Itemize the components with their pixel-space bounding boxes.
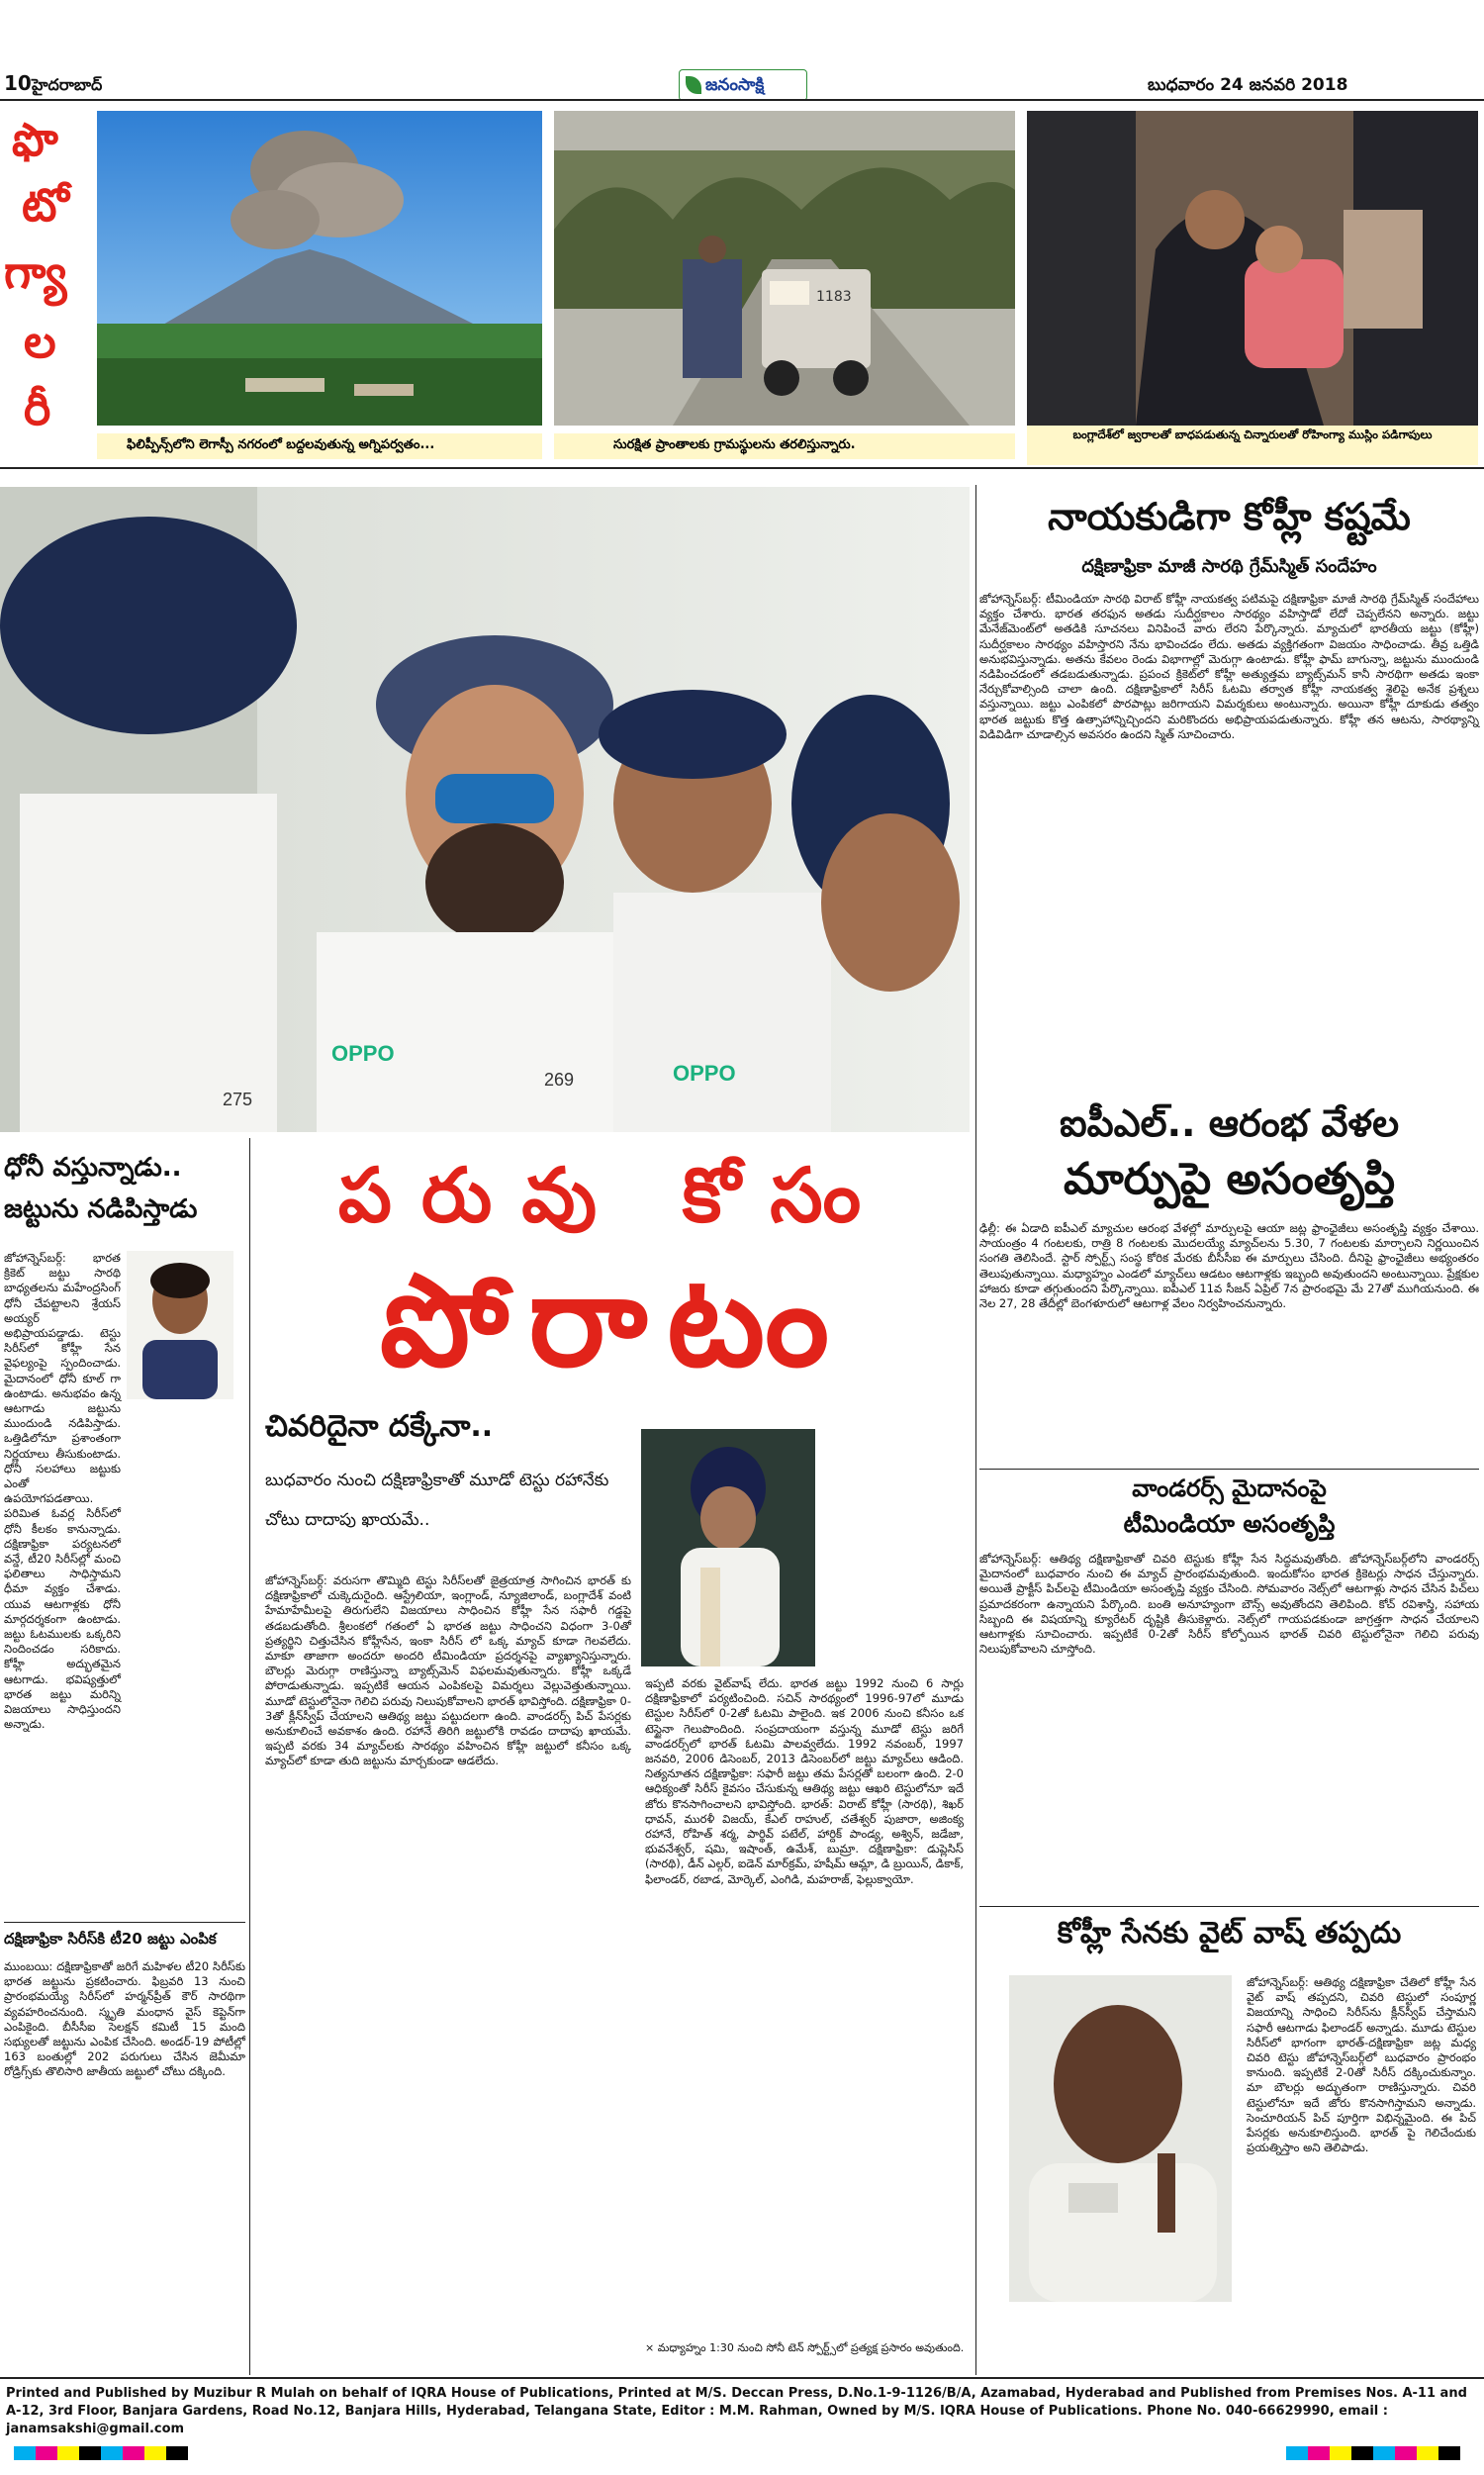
photo-gallery <box>0 103 1484 463</box>
philander-photo <box>1009 1975 1232 2302</box>
masthead-logo: జనంసాక్షి <box>679 69 807 101</box>
wanderers-headline-2: టీమిండియా అసంతృప్తి <box>1123 1510 1336 1538</box>
masthead <box>0 0 1484 99</box>
refugee-photo <box>1027 111 1478 426</box>
kohli-subhead: దక్షిణాఫ్రికా మాజీ సారథి గ్రేమ్‌స్మిత్ సందేహం <box>1081 556 1377 577</box>
whitewash-story <box>979 1906 1479 2371</box>
oppo-logo: OPPO <box>331 1041 395 1066</box>
kohli-headline: నాయకుడిగా కోహ్లీ కష్టమే <box>1048 495 1411 538</box>
leaf-icon <box>686 76 701 94</box>
dhoni-story <box>0 1148 247 1910</box>
gallery-caption-3: బంగ్లాదేశ్‌లో జ్వరాలతో బాధపడుతున్న చిన్నారులతో రోహింగ్యా ముస్లిం పడిగాపులు <box>1027 426 1478 465</box>
jersey-number-269: 269 <box>544 1070 575 1090</box>
evacuation-photo <box>554 111 1015 426</box>
ipl-headline-1: ఐపీఎల్.. ఆరంభ వేళల <box>1059 1101 1400 1145</box>
sign-1183: 1183 <box>816 289 852 305</box>
ipl-body: ఢిల్లీ: ఈ ఏడాది ఐపీఎల్ మ్యాచుల ఆరంభ వేళల్లో మార్పులపై ఆయా జట్ల ఫ్రాంఛైజీలు అసంతృప్తి వ్యక్తం చేశాయి. సాయంత్రం 4 గంటలకు, రాత్రి 8 గంటలకు మొదలయ్యే మ్యాచ్‌లను 5.30, 7 గంటలకు మార్చాలని నిర్ణయించిన సంగతి తెలిసిందే. స్టార్ స్పోర్ట్స్ సంస్థ కోరిక మేరకు బీసీసీఐ ఈ మార్పులు చేసింది. దీనిపై ఫ్రాంఛైజీలు అభ్యంతరం తెలుపుతున్నాయి. మధ్యాహ్నం ఎండలో మ్యాచ్‌లు ఆడటం ఆటగాళ్లకు ఇబ్బంది అవుతుందని అంటున్నాయి. ప్రేక్షకుల హాజరు కూడా తగ్గుతుందని పేర్కొన్నాయి. ఐపీఎల్ 11వ సీజన్ ఏప్రిల్ 7న ప్రారంభమై మే 27తో ముగియనుంది. ఈ నెల 27, 28 తేదీల్లో బెంగళూరులో ఆటగాళ్ల వేలం నిర్వహించనున్నారు. <box>979 1221 1479 1311</box>
dhoni-headline-2: జట్టును నడిపిస్తాడు <box>4 1194 198 1224</box>
dhoni-headline-1: ధోనీ వస్తున్నాడు.. <box>4 1153 182 1183</box>
kohli-story <box>979 485 1479 1079</box>
ipl-story <box>979 1098 1479 1465</box>
gallery-caption-2: సురక్షిత ప్రాంతాలకు గ్రామస్థులను తరలిస్తున్నారు. <box>554 433 1015 459</box>
rahane-photo <box>641 1429 815 1666</box>
dhoni-body: జోహాన్నెస్‌బర్గ్‌: భారత క్రికెట్ జట్టు సారథి బాధ్యతలను మహేంద్రసింగ్ ధోనీ చేపట్టాలని శ్రేయస్ అయ్యర్ అభిప్రాయపడ్డాడు. టెస్టు సిరీస్‌లో కోహ్లీ సేన వైఫల్యంపై స్పందించాడు. మైదానంలో ధోనీ కూల్ గా ఉంటాడు. అనుభవం ఉన్న ఆటగాడు జట్టును ముందుండి నడిపిస్తాడు. ఒత్తిడిలోనూ ప్రశాంతంగా నిర్ణయాలు తీసుకుంటాడు. ధోనీ సలహాలు జట్టుకు ఎంతో ఉపయోగపడతాయి. పరిమిత ఓవర్ల సిరీస్‌లో ధోనీ కీలకం కానున్నాడు. దక్షిణాఫ్రికా పర్యటనలో వన్డే, టీ20 సిరీస్‌ల్లో మంచి ఫలితాలు సాధిస్తామని ధీమా వ్యక్తం చేశాడు. యువ ఆటగాళ్లకు ధోనీ మార్గదర్శకంగా ఉంటాడు. జట్టు ఓటములకు ఒక్కరిని నిందించడం సరికాదు. కోహ్లీ అద్భుతమైన ఆటగాడు. భవిష్యత్తులో భారత జట్టు మరిన్ని విజయాలు సాధిస్తుందని అన్నాడు. <box>4 1251 121 1732</box>
womens-headline: దక్షిణాఫ్రికా సిరీస్‌కి టీ20 జట్టు ఎంపిక <box>4 1930 217 1948</box>
masthead-date: బుధవారం 24 జనవరి 2018 <box>1148 75 1348 95</box>
main-kicker: చివరిదైనా దక్కేనా.. <box>265 1409 494 1444</box>
gallery-vertical-label: ఫొ టో గ్యా ల రీ <box>4 113 69 435</box>
womens-body: ముంబయి: దక్షిణాఫ్రికాతో జరిగే మహిళల టీ20 సిరీస్‌కు భారత జట్టును ప్రకటించారు. ఫిబ్రవరి 13 నుంచి ప్రారంభమయ్యే సిరీస్‌లో హర్మన్‌ప్రీత్ కౌర్ సారథిగా వ్యవహరించనుంది. స్మృతి మంధాన వైస్ కెప్టెన్‌గా ఎంపికైంది. బీసీసీఐ సెలక్షన్ కమిటీ 15 మంది సభ్యులతో జట్టును ఎంపిక చేసింది. అండర్-19 పోటీల్లో 163 బంతుల్లో 202 పరుగులు చేసిన జెమీమా రోడ్రిగ్స్‌కు తొలిసారి జాతీయ జట్టులో చోటు దక్కింది. <box>4 1959 245 2079</box>
jersey-number-275: 275 <box>223 1090 253 1109</box>
dhoni-body-cont <box>4 1403 241 1898</box>
main-deck: బుధవారం నుంచి దక్షిణాఫ్రికాతో మూడో టెస్టు రహానేకు చోటు దాదాపు ఖాయమే.. <box>265 1471 609 1530</box>
city-label: హైదరాబాద్ <box>32 75 103 94</box>
whitewash-body: జోహాన్నెస్‌బర్గ్‌: ఆతిథ్య దక్షిణాఫ్రికా చేతిలో కోహ్లీ సేన వైట్ వాష్ తప్పదని, చివరి టెస్టులో సంపూర్ణ విజయాన్ని సాధించి సిరీస్‌ను క్లీన్‌స్వీప్ చేస్తామని సఫారీ ఆటగాడు ఫిలాండర్ అన్నాడు. మూడు టెస్టుల సిరీస్‌లో భాగంగా భారత్-దక్షిణాఫ్రికా జట్ల మధ్య చివరి టెస్టు జోహాన్నెస్‌బర్గ్‌లో బుధవారం ప్రారంభం కానుంది. ఇప్పటికే 2-0తో సిరీస్ దక్కించుకున్నాం. మా బౌలర్లు అద్భుతంగా రాణిస్తున్నారు. చివరి టెస్టులోనూ ఇదే జోరు కొనసాగిస్తామని అన్నాడు. సెంచూరియన్ పిచ్ పూర్తిగా విభిన్నమైంది. ఈ పిచ్ పేసర్లకు అనుకూలిస్తుంది. భారత్ పై గెలిచేందుకు ప్రయత్నిస్తాం అని తెలిపాడు. <box>1247 1975 1476 2155</box>
shreyas-photo <box>127 1251 233 1399</box>
wanderers-story <box>979 1469 1479 1904</box>
footer <box>0 2377 1484 2475</box>
oppo-logo-2: OPPO <box>673 1061 736 1086</box>
print-registration-marks <box>0 2448 1484 2468</box>
main-body-right: ఇప్పటి వరకు వైట్‌వాష్ లేదు. భారత జట్టు 1992 నుంచి 6 సార్లు దక్షిణాఫ్రికాలో పర్యటించింది. సచిన్ సారథ్యంలో 1996-97లో మూడు టెస్టుల సిరీస్‌లో 0-2తో ఓటమి పాలైంది. ఇక 2006 నుంచి కనీసం ఒక టెస్టైనా గెలుపొందింది. సంప్రదాయంగా వస్తున్న మూడో టెస్టు జరిగే వాండరర్స్‌లో భారత్ ఓటమి పాలవ్వలేదు. 1992 నవంబర్, 1997 జనవరి, 2006 డిసెంబర్, 2013 డిసెంబర్‌లో జట్టు మ్యాచ్‌లు ఆడింది. నిత్యనూతన దక్షిణాఫ్రికా: సఫారీ జట్టు తమ పేసర్లతో బలంగా ఉంది. 2-0 ఆధిక్యంతో సిరీస్ కైవసం చేసుకున్న ఆతిథ్య జట్టు ఆఖరి టెస్టులోనూ ఇదే జోరు కొనసాగించాలని భావిస్తోంది. భారత్: విరాట్ కోహ్లీ (సారథి), శిఖర్ ధావన్, మురళీ విజయ్, కేఎల్ రాహుల్, చతేశ్వర్ పుజారా, అజింక్య రహానే, రోహిత్ శర్మ, పార్థివ్ పటేల్, హార్దిక్ పాండ్య, అశ్విన్, జడేజా, భువనేశ్వర్, షమి, ఇషాంత్, ఉమేశ్, బుమ్రా. దక్షిణాఫ్రికా: డుప్లెసిస్ (సారథి), డీన్ ఎల్గర్, ఐడెన్ మార్‌క్రమ్, హషీమ్ ఆమ్లా, డి బ్రుయిన్, డికాక్, ఫిలాండర్, రబాడ, మోర్కెల్, ఎంగిడి, మహరాజ్, ఫెల్లుక్వాయో. <box>645 1676 965 1886</box>
main-body-left: జోహాన్నెస్‌బర్గ్‌: వరుసగా తొమ్మిది టెస్టు సిరీస్‌లతో జైత్రయాత్ర సాగించిన భారత్ కు దక్షిణాఫ్రికాలో చుక్కెదురైంది. ఆస్ట్రేలియా, ఇంగ్లాండ్, న్యూజిలాండ్, బంగ్లాదేశ్ వంటి హేమాహేమీలపై తిరుగులేని విజయాలు సాధించిన కోహ్లీ సేన సఫారీ గడ్డపై తడబడుతోంది. శ్రీలంకలో గతంలో ఏ భారత జట్టు సాధించని విధంగా 3-0తో ప్రత్యర్థిని చిత్తుచేసిన కోహ్లీసేన, ఇంకా సిరీస్ లో ఒక్క మ్యాచ్ కూడా గెలవలేదు. మాకూ తాజాగా అందరూ అందరి టీమిండియా ప్రదర్శనపై వ్యాఖ్యానిస్తున్నారు. బౌలర్లు మెరుగ్గా రాణిస్తున్నా బ్యాట్స్‌మెన్ విఫలమవుతున్నారు. కోహ్లీ ఒక్కడే పోరాడుతున్నాడు. ఇప్పటికే ఆయన ఎంపికలపై విమర్శలు వెల్లువెత్తుతున్నాయి. మూడో టెస్టులోనైనా గెలిచి పరువు నిలుపుకోవాలని భారత్ భావిస్తోంది. దక్షిణాఫ్రికా 0-3తో క్లీన్‌స్వీప్ చేయాలని ఆతిథ్య జట్టు పట్టుదలగా ఉంది. వాండరర్స్ పిచ్ పేసర్లకు అనుకూలించే అవకాశం ఉంది. రహానే తిరిగి జట్టులోకి రావడం దాదాపు ఖాయమే. ఇప్పటి వరకు 34 మ్యాచ్‌లకు సారథ్యం వహించిన కోహ్లీ జట్టులో కనీసం ఒక్క మ్యాచ్‌లో కూడా తుది జట్టును మార్చకుండా ఆడలేదు. <box>265 1573 631 1768</box>
main-headline-line2: పోరాటం <box>380 1248 849 1395</box>
main-story <box>255 1148 974 2375</box>
footer-imprint: Printed and Published by Muzibur R Mulah on behalf of IQRA House of Publications, Printed at M/S. Deccan Press, D.No.1-9-1126/B/A, Azamabad, Hyderabad and Published from Premises Nos. A-11 and A-12, 3rd Floor, Banjara Gardens, Road No.12, Banjara Hills, Hyderabad, Telangana State, Editor : M.M. Rahman, Owned by M/S. IQRA House of Publications. Phone No. 040-66629990, email : janamsakshi@gmail.com <box>6 2386 1467 2436</box>
hero-photo-team-india <box>0 487 970 1132</box>
gallery-caption-1: ఫిలిప్పీన్స్‌లోని లెగాస్పీ నగరంలో బద్దలవుతున్న అగ్నిపర్వతం... <box>97 433 542 459</box>
volcano-photo <box>97 111 542 426</box>
ipl-headline-2: మార్పుపై అసంతృప్తి <box>1063 1154 1396 1204</box>
whitewash-headline: కోహ్లీ సేనకు వైట్ వాష్ తప్పదు <box>1057 1916 1402 1951</box>
wanderers-body: జోహాన్నెస్‌బర్గ్‌: ఆతిథ్య దక్షిణాఫ్రికాతో చివరి టెస్టుకు కోహ్లీ సేన సిద్ధమవుతోంది. జోహాన్నెస్‌బర్గ్‌లోని వాండరర్స్ మైదానంలో బుధవారం నుంచి ఈ మ్యాచ్ ప్రారంభమవుతుంది. ఇందుకోసం భారత క్రికెటర్లు సాధన చేస్తున్నారు. అయితే ప్రాక్టీస్ పిచ్‌లపై టీమిండియా అసంతృప్తి వ్యక్తం చేసింది. సోమవారం నెట్స్‌లో ఆటగాళ్లు సాధన చేసిన పిచ్‌లు ప్రమాదకరంగా ఉన్నాయని పేర్కొంది. బంతి అనూహ్యంగా బౌన్స్ అవుతోందని తెలిపింది. కోచ్ రవిశాస్త్రి, సహాయ సిబ్బంది ఈ విషయాన్ని క్యూరేటర్ దృష్టికి తీసుకెళ్లారు. నెట్స్‌లో గాయపడకుండా జాగ్రత్తగా సాధన చేయాలని ఆటగాళ్లకు సూచించారు. ఇప్పటికే 0-2తో సిరీస్ కోల్పోయిన భారత్ చివరి టెస్టులోనైనా గెలిచి పరువు నిలుపుకోవాలని చూస్తోంది. <box>979 1552 1479 1657</box>
tv-note: × మధ్యాహ్నం 1:30 నుంచి సోనీ టెన్ స్పోర్ట్స్‌లో ప్రత్యక్ష ప్రసారం అవుతుంది. <box>645 2341 965 2354</box>
page-number: 10 <box>4 71 32 95</box>
main-headline-line1: పరువు కోసం <box>337 1151 891 1239</box>
kohli-body: జోహాన్నెస్‌బర్గ్‌: టీమిండియా సారథి విరాట్ కోహ్లీ నాయకత్వ పటిమపై దక్షిణాఫ్రికా మాజీ సారథి గ్రేమ్‌స్మిత్ సందేహాలు వ్యక్తం చేశారు. భారత తరఫున అతడు సుదీర్ఘకాలం సారథ్యం వహిస్తాడో లేదో చెప్పలేనని అన్నారు. జట్టు మేనేజ్‌మెంట్‌లో అతడికి సూచనలు వినిపించే వారు లేరని పేర్కొన్నారు. మ్యాచులో భారతీయ జట్టు (కోహ్లీ) సుదీర్ఘకాలం సారథ్యం వహిస్తారని నేను భావించడం లేదు. అతడు వ్యక్తిగతంగా విజయం సాధించాడు. తీవ్ర ఒత్తిడి అనుభవిస్తున్నాడు. అతను కేవలం రెండు విభాగాల్లో మెరుగ్గా ఉంటాడు. కోహ్లీ ఫామ్ బాగున్నా, జట్టును ముందుండి నడిపించడంలో తడబడుతున్నాడు. ప్రపంచ క్రికెట్‌లో కోహ్లీ అత్యుత్తమ బ్యాట్స్‌మన్ కానీ సారథిగా అతడు ఇంకా నేర్చుకోవాల్సింది చాలా ఉంది. దక్షిణాఫ్రికాలో సిరీస్ ఓటమి తర్వాత కోహ్లీ నాయకత్వ శైలిపై అనేక ప్రశ్నలు వస్తున్నాయి. జట్టు ఎంపికలో పొరపాట్లు జరిగాయని విమర్శకులు అంటున్నారు. అయినా కోహ్లీ దూకుడు తత్వం భారత జట్టుకు కొత్త ఉత్సాహాన్నిచ్చిందని మరికొందరు అభిప్రాయపడుతున్నారు. కోహ్లీ తన ఆటను, సారథ్యాన్ని విడివిడిగా చూడాల్సిన అవసరం ఉందని స్మిత్ సూచించారు. <box>979 592 1479 741</box>
wanderers-headline-1: వాండరర్స్ మైదానంపై <box>1132 1475 1327 1502</box>
womens-story <box>0 1922 247 2377</box>
